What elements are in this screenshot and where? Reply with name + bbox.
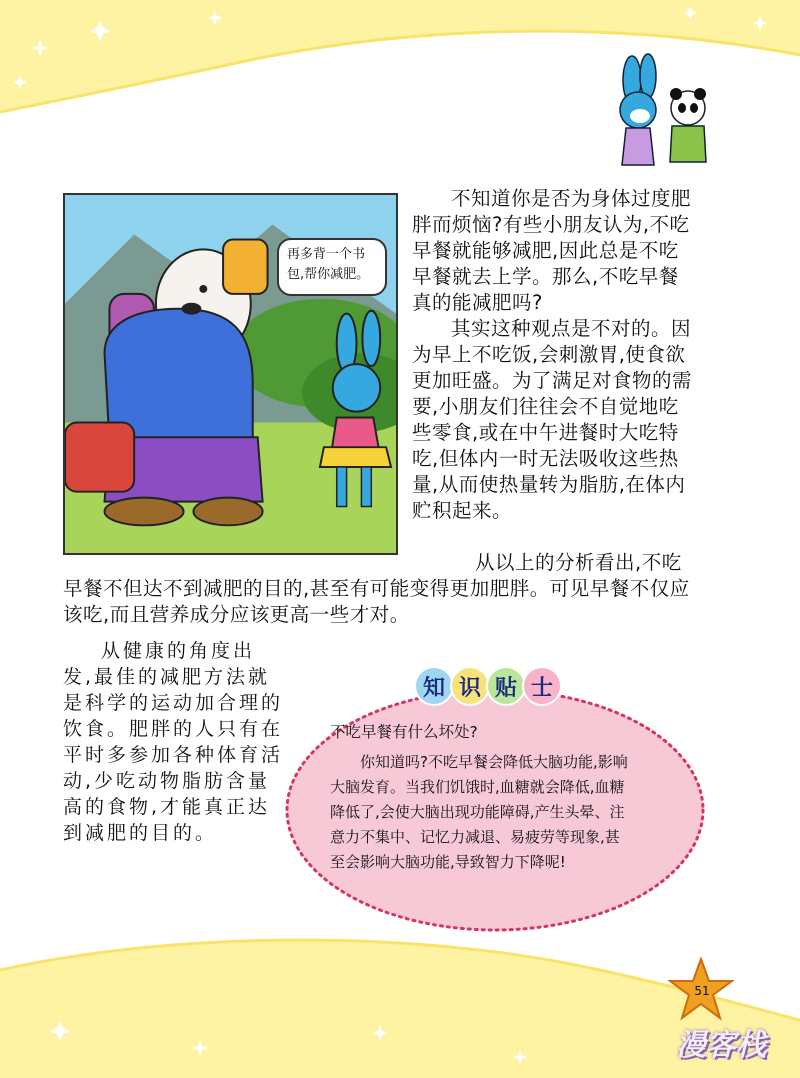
tip-body-paragraph: 你知道吗?不吃早餐会降低大脑功能,影响大脑发育。当我们饥饿时,血糖就会降低,血糖降低了,会使大脑出现功能障碍,产生头晕、注意力不集中、记忆力减退、易疲劳等现象,甚至会影响大脑功能,导致智力下降呢! (330, 753, 628, 871)
speech-bubble-text: 再多背一个书包,帮你减肥。 (287, 247, 370, 282)
tip-question: 不吃早餐有什么坏处? (330, 723, 478, 741)
article-paragraph-3-start: 从以上的分析看出,不吃 (475, 551, 682, 574)
tip-title-char: 识 (450, 666, 490, 706)
mascot-rabbit-panda-illustration (590, 50, 720, 170)
knowledge-tip-title (414, 666, 558, 706)
tip-title-char: 士 (522, 666, 562, 706)
article-paragraph-1: 不知道你是否为身体过度肥胖而烦恼?有些小朋友认为,不吃早餐就能够减肥,因此总是不吃早餐就去上学。那么,不吃早餐真的能减肥吗? (412, 187, 692, 314)
article-right-column (412, 186, 692, 524)
page-number: 51 (694, 984, 710, 998)
article-paragraph-3-rest: 早餐不但达不到减肥的目的,甚至有可能变得更加肥胖。可见早餐不仅应该吃,而且营养成分应该更高一些才对。 (63, 577, 690, 626)
tip-title-char: 贴 (486, 666, 526, 706)
article-full-width-paragraph (63, 550, 703, 628)
article-left-column (63, 638, 283, 846)
watermark-logo: 漫客栈 (676, 1028, 766, 1063)
comic-speech-bubble (277, 238, 387, 296)
article-paragraph-4: 从健康的角度出发,最佳的减肥方法就是科学的运动加合理的饮食。肥胖的人只有在平时多参加各种体育活动,少吃动物脂肪含量高的食物,才能真正达到减肥的目的。 (63, 640, 284, 844)
tip-body-text (330, 750, 630, 875)
tip-title-char: 知 (414, 666, 454, 706)
article-paragraph-2: 其实这种观点是不对的。因为早上不吃饭,会刺激胃,使食欲更加旺盛。为了满足对食物的需要,小朋友们往往会不自觉地吃些零食,或在中午进餐时大吃特吃,但体内一时无法吸收这些热量,从而使热量转为脂肪,在体内贮积起来。 (412, 317, 693, 522)
